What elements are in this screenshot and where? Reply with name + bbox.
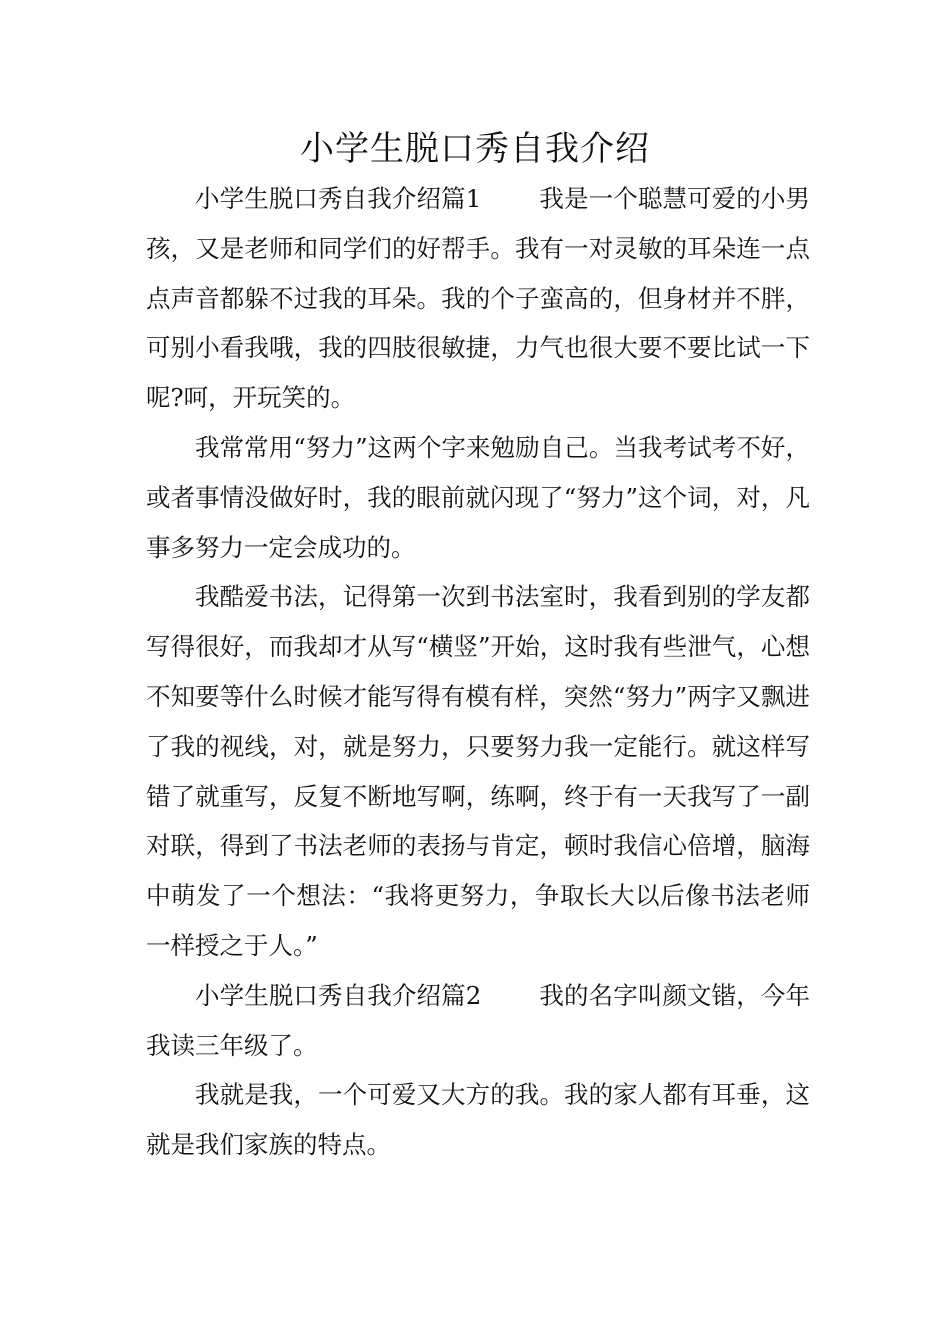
document-title: 小学生脱口秀自我介绍 xyxy=(300,129,650,169)
paragraph-text-1: 我是一个聪慧可爱的小男孩，又是老师和同学们的好帮手。我有一对灵敏的耳朵连一点点声音都躲不过我的耳朵。我的个子蛮高的，但身材并不胖，可别小看我哦，我的四肢很敏捷，力气也很大要不要比试一下呢?呵，开玩笑的。 xyxy=(146,184,810,413)
paragraph-text-3: 我酷爱书法，记得第一次到书法室时，我看到别的学友都写得很好，而我却才从写“横竖”开始，这时我有些泄气，心想不知要等什么时候才能写得有模有样，突然“努力”两字又飘进了我的视线，对，就是努力，只要努力我一定能行。就这样写错了就重写，反复不断地写啊，练啊，终于有一天我写了一副对联，得到了书法老师的表扬与肯定，顿时我信心倍增，脑海中萌发了一个想法：“我将更努力，争取长大以后像书法老师一样授之于人。” xyxy=(146,582,810,960)
paragraph-4 xyxy=(146,971,810,1071)
paragraph-text-2: 我常常用“努力”这两个字来勉励自己。当我考试考不好，或者事情没做好时，我的眼前就闪现了“努力”这个词，对，凡事多努力一定会成功的。 xyxy=(146,432,810,562)
paragraph-5 xyxy=(146,1070,810,1170)
paragraph-2 xyxy=(146,423,810,572)
section-heading-1: 小学生脱口秀自我介绍篇1 xyxy=(195,184,482,213)
paragraph-1 xyxy=(146,174,810,423)
section-heading-2: 小学生脱口秀自我介绍篇2 xyxy=(195,980,482,1010)
paragraph-3 xyxy=(146,572,810,970)
document-body xyxy=(146,174,810,1170)
paragraph-text-4: 我的名字叫颜文锴，今年我读三年级了。 xyxy=(146,980,810,1060)
paragraph-text-5: 我就是我，一个可爱又大方的我。我的家人都有耳垂，这就是我们家族的特点。 xyxy=(146,1080,810,1160)
